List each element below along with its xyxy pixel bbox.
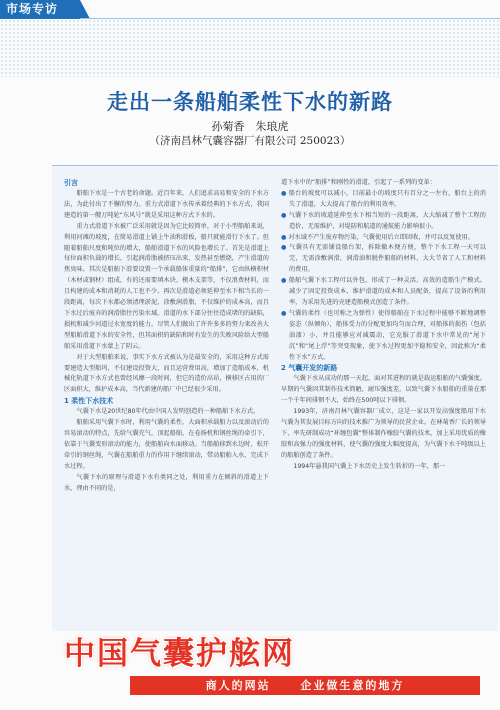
bullet-dot-icon: ● <box>281 233 289 241</box>
paragraph: 船舶采用气囊下水时，利用气囊的柔性，大面积承载船力以及滚动后的容易滚动的特点，先给气囊充气，顶起船舶，在卷扬机和钢丝绳的牵引下，依靠于气囊变形滚动的能力，使船舶向水面移动。当船舶移到水边时，松开牵引的钢丝绳，气囊在船舶重力的作用下继续滚动，带动船舶入水，完成下水过程。 <box>64 419 269 470</box>
section-tag: 市场专访 <box>0 0 80 19</box>
article-title: 走出一条船舶柔性下水的新路 <box>107 90 393 114</box>
dot-pattern-banner <box>0 19 500 77</box>
bullet-dot-icon: ● <box>281 189 289 197</box>
paragraph: 道下水中的“船排”和刚性的滑道，引起了一系列的变革： <box>281 179 436 186</box>
paragraph: 1994年悬我国气囊上下水历史上发生转折的一年，那一 <box>293 462 446 470</box>
slogan-right: 企业做生意的地方 <box>300 679 405 692</box>
article-authors: 孙菊香 朱琅虎 <box>211 120 289 133</box>
article-affiliation: （济南昌林气囊容器厂有限公司 250023） <box>149 135 351 147</box>
bullet-item: ● 船台的坡度可以减小，目前最小的坡度只有百分之一左右，船台上的消失了滑道，大大提高了船台的利用效率。 <box>281 189 486 208</box>
intro-heading: 引言 <box>64 179 78 187</box>
bullet-dot-icon: ● <box>281 211 289 219</box>
section-2-heading: 2 气囊开发的新路 <box>281 364 338 373</box>
paragraph: 船舶下水是一个古老的命题。近百年来，人们追求高易和安全的下水方法，为此付出了不懈的努力。重力式滑道下水传承着经典的下水方式，我国建造的第一艘万吨轮“东风号”就是采用这种方式下水的。 <box>64 190 269 219</box>
bullet-item: ● 对水域不产生废弃物污染，气囊使用后立即回收，并可以反复使用。 <box>281 233 474 241</box>
paragraph: 1993年，济南昌林气囊容器厂成立，这是一家以开发高强度船用下水气囊为其发展目标方向的技术推广为领导的民营企业。在林菊香厂长的领导下，率先研制成功“环缠包囊”整体制作橡胶气囊的技术，加上采用优质的橡胶和高强力的强度材料，使气囊的强度大幅度提高，为气囊下水千吨级以上的船舶创造了条件。 <box>281 408 486 459</box>
bullet-item: ● 气囊具有无需铺设船台架，拆除撤木便方便，整个下水工程一天可以完，无需涂敷润滑，润滑油和脱件船舶的材料，大大节省了人工和材料的费用。 <box>281 244 486 274</box>
section-1-heading: 1 柔性下水技术 <box>64 397 114 406</box>
bullet-item: ● 气囊下水的坡道延伸至水下相当短的一段距离，大大缩减了整个工程的造价，无需维护，对堤防和航道的通航能力影响很小。 <box>281 211 486 230</box>
slogan-left: 商人的网站 <box>205 679 271 692</box>
watermark-logo: 中国气囊护舷网 <box>64 636 295 672</box>
paragraph: 气囊下水的原理与滑道下水有类同之处，利用重力在倾斜的滑道上下水，理由不同的是， <box>64 473 269 492</box>
bullet-dot-icon: ● <box>281 277 289 285</box>
paragraph: 气囊下水从成功的那一天起，面对其进程的就是载运船舶的气囊强度。早期的气囊因其制作技术简陋，耐压强度差，以致气囊下水船舶的重量在那一个千年间徘徊不大，始终在500吨以下徘徊。 <box>281 375 486 405</box>
left-column <box>64 178 269 494</box>
paragraph: 对于大型船舶来说，事实下水方式被认为是最安全的，采用这种方式需要建造大型船坞，不仅建设投资大，而且运营费用高，增加了造船成本，机械化轨道下水方式也曾经风靡一段时间，但它的造价高昂，横移区占用的厂区面积大，维护成本高，当代新建的船厂中已经很少采用。 <box>64 353 269 394</box>
bullet-item: ● 气囊的柔性（也可称之为弹性）使得船舶在下水过程中能够不断地调整姿态（纵倾角），船体受力的分配更加均匀而合理，对船体的损伤（包括油漆）小，并且能够应对减震动，它克服了滑道下水中常见的“尾下沉”和“尾上浮”等突变现象，使下水过程更加平稳和安全，因此称为“柔性下水”方式。 <box>281 309 486 361</box>
bullet-dot-icon: ● <box>281 244 290 252</box>
slogan-bar <box>130 676 480 695</box>
bullet-item: ● 船舶气囊下水工程可以外包，形成了一种灵活、高效的造船生产模式。减少了固定投资成本，维护滑道的成本和人员配备，提高了设备的利用率，为采用先进的壳建造船模式创造了条件。 <box>281 277 486 306</box>
paragraph: 重力式滑道下水被广泛采用就是因为它比较简单，对于小型船舶来说，利用河滩的坡度，在简易滑道上铺上牛油和滑板，船只就能滑行下水了。但随着船舶尺度和吨位的增大，船舶滑道下水的风险也增长了。首先是滑道上每位面积负载的增长，引起润滑脂被挤压出来，发热甚至燃烧，产生滑道的焦臭味。其次是船舶下滑要设置一个承载船体重量的“船排”，它由纵横积材（木材或钢材）组成，有的还需要填木块、楔木支架等，不仅浪费材料，而且构建的成本和消耗的人工也不少。再次是滑道必须延伸至水下相当长的一段距离，每次下水都必须清理淤泥，涂敷润滑脂，不仅维护的成本高，而且下水过后废弃的润滑脂往污染水域。滑道的水下部分往往造成堵的的缺陷，损机和减少河道过水宽度的能力。尽管人们做出了许许多多的努力来改善大型船舶滑道下水的安全性，但其面积的缺陷和时有发生的失败风险给大型船舶采用滑道下水蒙上了阴云。 <box>64 222 269 350</box>
paragraph: 气囊下水是20世纪80年代由中国人发明创造的一种船舶下水方式。 <box>76 408 260 416</box>
bullet-dot-icon: ● <box>281 309 289 317</box>
article-body <box>52 165 498 631</box>
right-column <box>281 178 486 473</box>
